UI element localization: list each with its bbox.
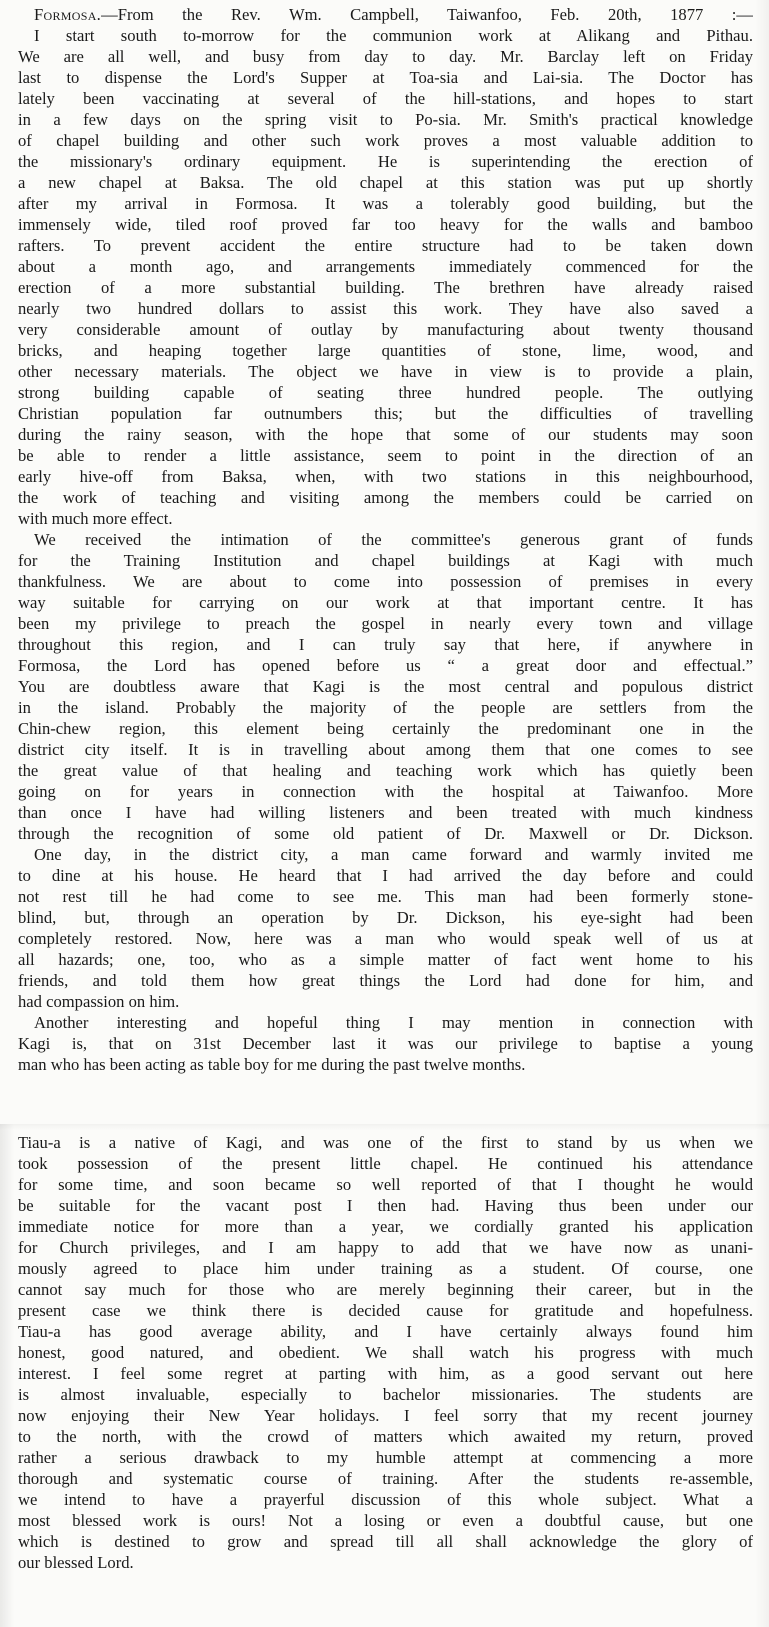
text-line: Another interesting and hopeful thing I may mention in connection with: [34, 1013, 753, 1032]
text-line: very considerable amount of outlay by manufacturing about twenty thousand: [18, 320, 753, 339]
text-line: in the island. Probably the majority of the people are settlers from the: [18, 698, 753, 717]
article-part-two: [18, 1132, 753, 1573]
text-line: thankfulness. We are about to come into possession of premises in every: [18, 572, 753, 591]
text-line: blind, but, through an operation by Dr. Dickson, his eye-sight had been: [18, 908, 753, 927]
scan-edge-shading: [755, 0, 769, 1627]
text-line: not rest till he had come to see me. This man had been formerly stone-: [18, 887, 753, 906]
text-line: be able to render a little assistance, seem to point in the direction of an: [18, 446, 753, 465]
text-line: nearly two hundred dollars to assist this work. They have also saved a: [18, 299, 753, 318]
text-line: the missionary's ordinary equipment. He is superintending the erection of: [18, 152, 753, 171]
text-line: rafters. To prevent accident the entire structure had to be taken down: [18, 236, 753, 255]
text-line: going on for years in connection with the hospital at Taiwanfoo. More: [18, 782, 753, 801]
text-line: bricks, and heaping together large quantities of stone, lime, wood, and: [18, 341, 753, 360]
text-line: I start south to-morrow for the communion work at Alikang and Pithau.: [34, 26, 753, 45]
text-line: lately been vaccinating at several of the hill-stations, and hopes to start: [18, 89, 753, 108]
left-edge-shading: [0, 1124, 14, 1627]
text-line: way suitable for carrying on our work at that important centre. It has: [18, 593, 753, 612]
text-line: after my arrival in Formosa. It was a tolerably good building, but the: [18, 194, 753, 213]
text-line: Kagi is, that on 31st December last it was our privilege to baptise a young: [18, 1034, 753, 1053]
text-line: a new chapel at Baksa. The old chapel at this station was put up shortly: [18, 173, 753, 192]
text-line: be suitable for the vacant post I then had. Having thus been under our: [18, 1196, 753, 1215]
text-line: completely restored. Now, here was a man who would speak well of us at: [18, 929, 753, 948]
article-part-one-lines: [18, 25, 753, 1075]
text-line: cannot say much for those who are merely beginning their career, but in the: [18, 1280, 753, 1299]
text-line: district city itself. It is in travelling about among them that one comes to see: [18, 740, 753, 759]
text-line: all hazards; one, too, who as a simple matter of fact went home to his: [18, 950, 753, 969]
article-part-one: [18, 4, 753, 1075]
text-line: with much more effect.: [18, 509, 173, 528]
text-line: the work of teaching and visiting among the members could be carried on: [18, 488, 753, 507]
text-line: which is destined to grow and spread till all shall acknowledge the glory of: [18, 1532, 753, 1551]
text-line: friends, and told them how great things the Lord had done for him, and: [18, 971, 753, 990]
text-line: is almost invaluable, especially to bachelor missionaries. The students are: [18, 1385, 753, 1404]
text-line: present case we think there is decided cause for gratitude and hopefulness.: [18, 1301, 753, 1320]
text-line: One day, in the district city, a man came forward and warmly invited me: [34, 845, 753, 864]
text-line: most blessed work is ours! Not a losing or even a doubtful cause, but one: [18, 1511, 753, 1530]
text-line: been my privilege to preach the gospel in nearly every town and village: [18, 614, 753, 633]
text-line: now enjoying their New Year holidays. I feel sorry that my recent journey: [18, 1406, 753, 1425]
text-line: through the recognition of some old patient of Dr. Maxwell or Dr. Dickson.: [18, 824, 753, 843]
article-heading-rest: —From the Rev. Wm. Campbell, Taiwanfoo, Feb. 20th, 1877 :—: [101, 5, 753, 24]
article-heading-lead: Formosa.: [34, 5, 102, 24]
clipping-seam: [0, 1124, 769, 1130]
text-line: throughout this region, and I can truly say that here, if anywhere in: [18, 635, 753, 654]
text-line: to dine at his house. He heard that I had arrived the day before and could: [18, 866, 753, 885]
text-line: the great value of that healing and teaching work which has quietly been: [18, 761, 753, 780]
text-line: thorough and systematic course of training. After the students re-assemble,: [18, 1469, 753, 1488]
text-line: other necessary materials. The object we have in view is to provide a plain,: [18, 362, 753, 381]
text-line: strong building capable of seating three hundred people. The outlying: [18, 383, 753, 402]
text-line: honest, good natured, and obedient. We shall watch his progress with much: [18, 1343, 753, 1362]
text-line: rather a serious drawback to my humble attempt at commencing a more: [18, 1448, 753, 1467]
text-line: to the north, with the crowd of matters which awaited my return, proved: [18, 1427, 753, 1446]
text-line: man who has been acting as table boy for me during the past twelve months.: [18, 1055, 526, 1074]
text-line: Christian population far outnumbers this; but the difficulties of travelling: [18, 404, 753, 423]
text-line: erection of a more substantial building. The brethren have already raised: [18, 278, 753, 297]
text-line: We received the intimation of the committee's generous grant of funds: [34, 530, 753, 549]
text-line: took possession of the present little chapel. He continued his attendance: [18, 1154, 753, 1173]
text-line: immensely wide, tiled roof proved far too heavy for the walls and bamboo: [18, 215, 753, 234]
text-line: for some time, and soon became so well reported of that I thought he would: [18, 1175, 753, 1194]
text-line: during the rainy season, with the hope that some of our students may soon: [18, 425, 753, 444]
text-line: about a month ago, and arrangements immediately commenced for the: [18, 257, 753, 276]
text-line: Chin-chew region, this element being certainly the predominant one in the: [18, 719, 753, 738]
article-part-two-lines: [18, 1132, 753, 1573]
text-line: for Church privileges, and I am happy to add that we have now as unani-: [18, 1238, 753, 1257]
text-line: interest. I feel some regret at parting with him, as a good servant out here: [18, 1364, 753, 1383]
article-heading-line: [18, 4, 753, 25]
text-line: our blessed Lord.: [18, 1553, 134, 1572]
text-line: than once I have had willing listeners and been treated with much kindness: [18, 803, 753, 822]
text-line: early hive-off from Baksa, when, with two stations in this neighbourhood,: [18, 467, 753, 486]
text-line: Tiau-a has good average ability, and I have certainly always found him: [18, 1322, 753, 1341]
text-line: of chapel building and other such work proves a most valuable addition to: [18, 131, 753, 150]
text-line: Formosa, the Lord has opened before us “ a great door and effectual.”: [18, 656, 753, 675]
text-line: for the Training Institution and chapel buildings at Kagi with much: [18, 551, 753, 570]
text-line: Tiau-a is a native of Kagi, and was one of the first to stand by us when we: [18, 1133, 753, 1152]
text-line: immediate notice for more than a year, we cordially granted his application: [18, 1217, 753, 1236]
text-line: had compassion on him.: [18, 992, 180, 1011]
text-line: We are all well, and busy from day to day. Mr. Barclay left on Friday: [18, 47, 753, 66]
text-line: mously agreed to place him under training as a student. Of course, one: [18, 1259, 753, 1278]
text-line: last to dispense the Lord's Supper at Toa-sia and Lai-sia. The Doctor has: [18, 68, 753, 87]
text-line: You are doubtless aware that Kagi is the most central and populous district: [18, 677, 753, 696]
text-line: in a few days on the spring visit to Po-sia. Mr. Smith's practical knowledge: [18, 110, 753, 129]
text-line: we intend to have a prayerful discussion of this whole subject. What a: [18, 1490, 753, 1509]
